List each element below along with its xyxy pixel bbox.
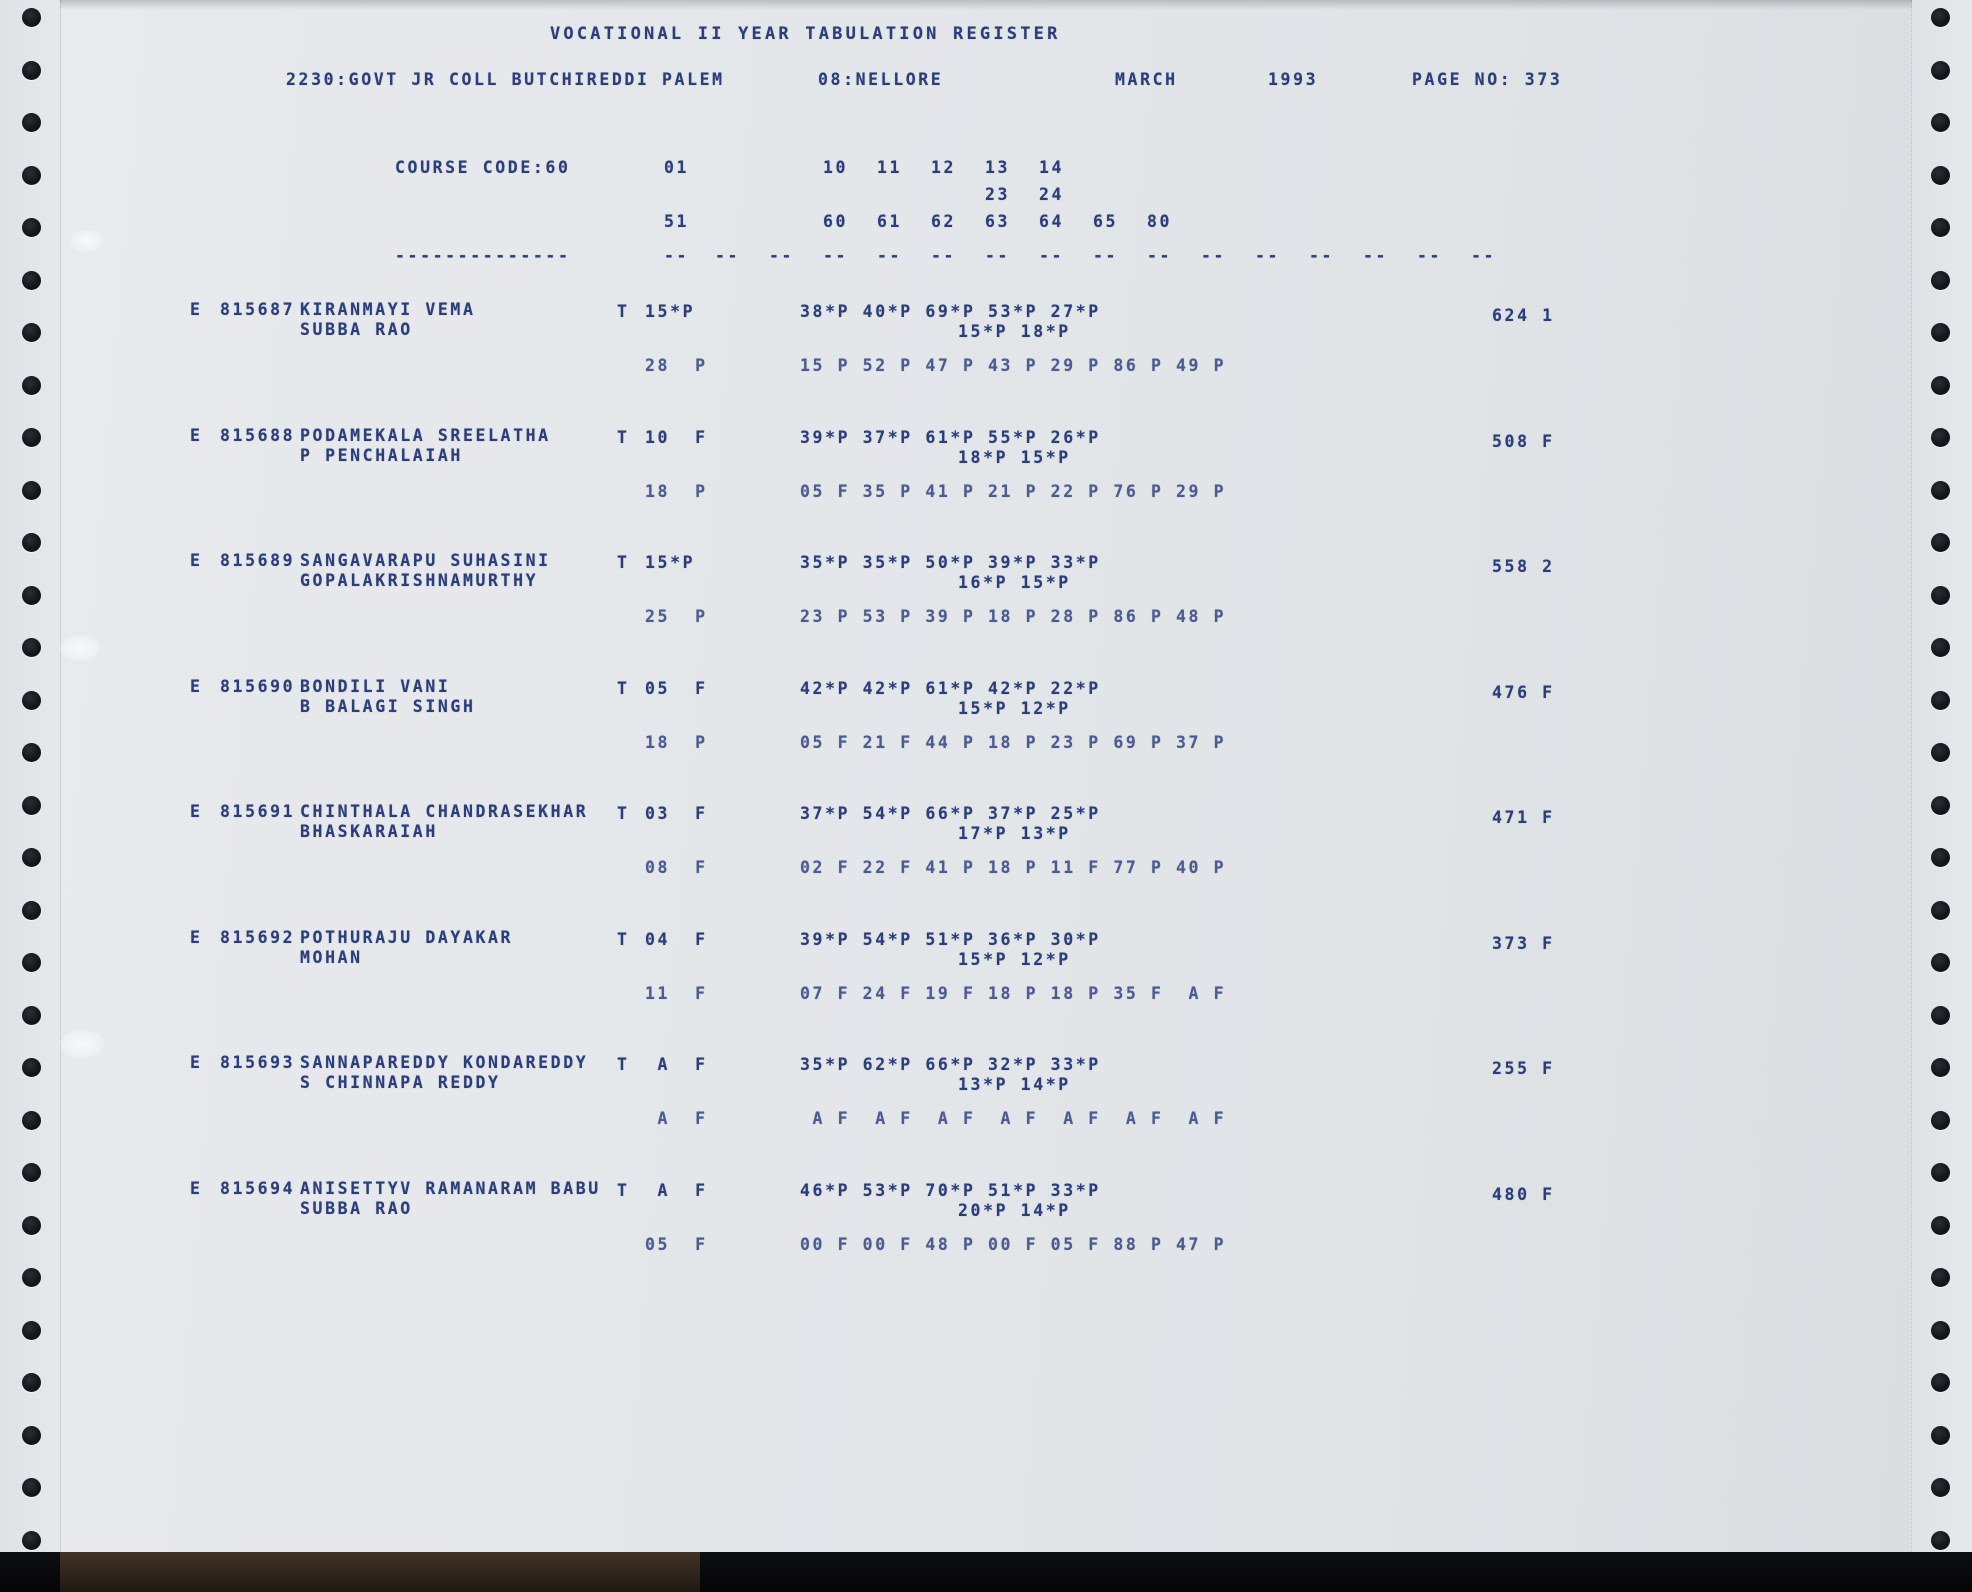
father-name: S CHINNAPA REDDY xyxy=(300,1073,501,1092)
column-dash: -- xyxy=(823,246,849,265)
sprocket-hole xyxy=(22,218,41,237)
sprocket-strip-left xyxy=(0,0,61,1592)
record-code: E xyxy=(190,676,203,696)
theory-mark: 10 F xyxy=(645,427,708,447)
sprocket-hole xyxy=(1931,1006,1950,1025)
theory-flag: T xyxy=(617,929,630,949)
marks-row-primary: 42*P 42*P 61*P 42*P 22*P xyxy=(800,678,1101,698)
theory-mark: 05 F xyxy=(645,678,708,698)
column-dash: -- xyxy=(769,246,795,265)
total-marks: 624 1 xyxy=(1492,306,1555,325)
father-name: MOHAN xyxy=(300,947,363,967)
col-header-10: 10 xyxy=(823,158,849,177)
marks-row-secondary: 16*P 15*P xyxy=(958,573,1071,592)
col-header-60: 60 xyxy=(823,212,849,231)
marks-row-practical: 23 P 53 P 39 P 18 P 28 P 86 P 48 P xyxy=(800,607,1227,626)
practical-mark: A F xyxy=(645,1109,708,1128)
total-marks: 508 F xyxy=(1492,431,1555,451)
col-header-63: 63 xyxy=(985,212,1011,231)
sprocket-hole xyxy=(22,323,41,342)
sprocket-hole xyxy=(22,1426,41,1445)
theory-mark: A F xyxy=(645,1055,708,1074)
marks-row-primary: 39*P 54*P 51*P 36*P 30*P xyxy=(800,929,1101,949)
sprocket-hole xyxy=(22,166,41,185)
theory-flag: T xyxy=(617,302,630,321)
sprocket-hole xyxy=(22,796,41,815)
column-dash: -- xyxy=(1417,246,1443,265)
sprocket-hole xyxy=(1931,1426,1950,1445)
sprocket-hole xyxy=(22,1268,41,1287)
registration-number: 815692 xyxy=(220,927,296,947)
sprocket-hole xyxy=(22,1216,41,1235)
sprocket-hole xyxy=(1931,901,1950,920)
theory-flag: T xyxy=(617,1055,630,1074)
theory-mark: 15*P xyxy=(645,302,696,321)
marks-row-practical: 05 F 21 F 44 P 18 P 23 P 69 P 37 P xyxy=(800,732,1227,752)
column-dash: -- xyxy=(877,246,903,265)
sprocket-hole xyxy=(22,428,41,447)
sprocket-hole xyxy=(1931,953,1950,972)
student-name: PODAMEKALA SREELATHA xyxy=(300,425,551,445)
col-header-24: 24 xyxy=(1039,185,1065,204)
college-name: 2230:GOVT JR COLL BUTCHIREDDI PALEM xyxy=(286,70,725,89)
sprocket-strip-right xyxy=(1911,0,1972,1592)
sprocket-hole xyxy=(1931,376,1950,395)
registration-number: 815694 xyxy=(220,1178,296,1198)
sprocket-hole xyxy=(22,743,41,762)
page-title: VOCATIONAL II YEAR TABULATION REGISTER xyxy=(550,24,1061,44)
column-dash: -- xyxy=(1201,246,1227,265)
record-code: E xyxy=(190,551,203,570)
record-code: E xyxy=(190,802,203,821)
sprocket-hole xyxy=(1931,848,1950,867)
sprocket-hole xyxy=(1931,638,1950,657)
sprocket-hole xyxy=(1931,166,1950,185)
marks-row-primary: 39*P 37*P 61*P 55*P 26*P xyxy=(800,427,1101,447)
sprocket-hole xyxy=(22,1006,41,1025)
practical-mark: 18 P xyxy=(645,732,708,752)
practical-mark: 11 F xyxy=(645,983,708,1003)
student-name: BONDILI VANI xyxy=(300,676,451,696)
sprocket-hole xyxy=(1931,1163,1950,1182)
marks-row-practical: 05 F 35 P 41 P 21 P 22 P 76 P 29 P xyxy=(800,481,1227,501)
sprocket-hole xyxy=(1931,1268,1950,1287)
column-dash: -- xyxy=(1093,246,1119,265)
registration-number: 815690 xyxy=(220,676,296,696)
sprocket-hole xyxy=(1931,533,1950,552)
sprocket-hole xyxy=(1931,1216,1950,1235)
page-number: PAGE NO: 373 xyxy=(1412,70,1563,89)
page-fold-seam xyxy=(60,1552,700,1592)
student-name: POTHURAJU DAYAKAR xyxy=(300,927,514,947)
theory-mark: 04 F xyxy=(645,929,708,949)
col-header-23: 23 xyxy=(985,185,1011,204)
sprocket-hole xyxy=(22,271,41,290)
marks-row-practical: 00 F 00 F 48 P 00 F 05 F 88 P 47 P xyxy=(800,1234,1227,1254)
sprocket-hole xyxy=(22,61,41,80)
record-code: E xyxy=(190,425,203,445)
col-header-65: 65 xyxy=(1093,212,1119,231)
practical-mark: 05 F xyxy=(645,1234,708,1254)
marks-row-practical: A F A F A F A F A F A F A F xyxy=(800,1109,1227,1128)
practical-mark: 28 P xyxy=(645,356,708,375)
sprocket-hole xyxy=(22,1163,41,1182)
sprocket-hole xyxy=(22,1531,41,1550)
record-code: E xyxy=(190,300,203,319)
father-name: GOPALAKRISHNAMURTHY xyxy=(300,571,539,590)
marks-row-secondary: 15*P 12*P xyxy=(958,949,1071,969)
marks-row-primary: 35*P 35*P 50*P 39*P 33*P xyxy=(800,553,1101,572)
student-name: ANISETTYV RAMANARAM BABU xyxy=(300,1178,601,1198)
page-bottom-edge xyxy=(0,1552,1972,1592)
marks-row-primary: 46*P 53*P 70*P 51*P 33*P xyxy=(800,1180,1101,1200)
col-header-51: 51 xyxy=(664,212,690,231)
sprocket-hole xyxy=(22,1478,41,1497)
col-header-64: 64 xyxy=(1039,212,1065,231)
column-dash: -- xyxy=(715,246,741,265)
sprocket-hole xyxy=(22,953,41,972)
column-dash: -- xyxy=(1147,246,1173,265)
marks-row-secondary: 17*P 13*P xyxy=(958,824,1071,843)
col-header-11: 11 xyxy=(877,158,903,177)
theory-flag: T xyxy=(617,427,630,447)
registration-number: 815691 xyxy=(220,802,296,821)
sprocket-hole xyxy=(1931,586,1950,605)
exam-year: 1993 xyxy=(1268,70,1319,89)
total-marks: 476 F xyxy=(1492,682,1555,702)
theory-flag: T xyxy=(617,553,630,572)
sprocket-hole xyxy=(1931,481,1950,500)
theory-flag: T xyxy=(617,1180,630,1200)
sprocket-hole xyxy=(22,8,41,27)
printed-sheet xyxy=(60,0,1912,1552)
sprocket-hole xyxy=(1931,1373,1950,1392)
marks-row-primary: 38*P 40*P 69*P 53*P 27*P xyxy=(800,302,1101,321)
sprocket-hole xyxy=(22,901,41,920)
exam-month: MARCH xyxy=(1115,70,1178,89)
theory-flag: T xyxy=(617,678,630,698)
col-header-62: 62 xyxy=(931,212,957,231)
sprocket-hole xyxy=(22,586,41,605)
sprocket-hole xyxy=(1931,743,1950,762)
column-dash: -- xyxy=(1363,246,1389,265)
district-name: 08:NELLORE xyxy=(818,70,944,89)
record-code: E xyxy=(190,1053,203,1072)
col-header-14: 14 xyxy=(1039,158,1065,177)
registration-number: 815688 xyxy=(220,425,296,445)
marks-row-primary: 35*P 62*P 66*P 32*P 33*P xyxy=(800,1055,1101,1074)
sprocket-hole xyxy=(1931,796,1950,815)
sprocket-hole xyxy=(1931,1531,1950,1550)
col-header-61: 61 xyxy=(877,212,903,231)
total-marks: 255 F xyxy=(1492,1059,1555,1078)
column-dash: -- xyxy=(1471,246,1497,265)
father-name: B BALAGI SINGH xyxy=(300,696,476,716)
sprocket-hole xyxy=(22,1373,41,1392)
sprocket-hole xyxy=(1931,1111,1950,1130)
marks-row-practical: 07 F 24 F 19 F 18 P 18 P 35 F A F xyxy=(800,983,1227,1003)
separator-line: -------------- xyxy=(395,246,571,265)
sprocket-hole xyxy=(22,533,41,552)
marks-row-secondary: 13*P 14*P xyxy=(958,1075,1071,1094)
col-header-01: 01 xyxy=(664,158,690,177)
paper-smudge xyxy=(60,635,100,661)
marks-row-secondary: 15*P 18*P xyxy=(958,322,1071,341)
sprocket-hole xyxy=(1931,113,1950,132)
sprocket-hole xyxy=(22,113,41,132)
father-name: BHASKARAIAH xyxy=(300,822,438,841)
sprocket-hole xyxy=(1931,8,1950,27)
registration-number: 815687 xyxy=(220,300,296,319)
registration-number: 815689 xyxy=(220,551,296,570)
column-dash: -- xyxy=(931,246,957,265)
practical-mark: 08 F xyxy=(645,858,708,877)
marks-row-secondary: 20*P 14*P xyxy=(958,1200,1071,1220)
father-name: SUBBA RAO xyxy=(300,320,413,339)
father-name: SUBBA RAO xyxy=(300,1198,413,1218)
col-header-12: 12 xyxy=(931,158,957,177)
total-marks: 373 F xyxy=(1492,933,1555,953)
sprocket-hole xyxy=(22,1111,41,1130)
theory-mark: A F xyxy=(645,1180,708,1200)
sprocket-hole xyxy=(22,848,41,867)
registration-number: 815693 xyxy=(220,1053,296,1072)
marks-row-practical: 02 F 22 F 41 P 18 P 11 F 77 P 40 P xyxy=(800,858,1227,877)
column-dash: -- xyxy=(1309,246,1335,265)
theory-flag: T xyxy=(617,804,630,823)
sprocket-hole xyxy=(22,691,41,710)
column-dash: -- xyxy=(664,246,690,265)
column-dash: -- xyxy=(1255,246,1281,265)
practical-mark: 25 P xyxy=(645,607,708,626)
marks-row-primary: 37*P 54*P 66*P 37*P 25*P xyxy=(800,804,1101,823)
theory-mark: 15*P xyxy=(645,553,696,572)
student-name: CHINTHALA CHANDRASEKHAR xyxy=(300,802,589,821)
sprocket-hole xyxy=(1931,323,1950,342)
sprocket-hole xyxy=(22,481,41,500)
total-marks: 480 F xyxy=(1492,1184,1555,1204)
sprocket-hole xyxy=(22,638,41,657)
course-code: COURSE CODE:60 xyxy=(395,158,571,177)
sprocket-hole xyxy=(1931,428,1950,447)
sprocket-hole xyxy=(1931,1058,1950,1077)
sprocket-hole xyxy=(1931,271,1950,290)
sprocket-hole xyxy=(22,1321,41,1340)
theory-mark: 03 F xyxy=(645,804,708,823)
total-marks: 471 F xyxy=(1492,808,1555,827)
sprocket-hole xyxy=(22,1058,41,1077)
col-header-13: 13 xyxy=(985,158,1011,177)
sprocket-hole xyxy=(1931,61,1950,80)
student-name: SANNAPAREDDY KONDAREDDY xyxy=(300,1053,589,1072)
marks-row-practical: 15 P 52 P 47 P 43 P 29 P 86 P 49 P xyxy=(800,356,1227,375)
sprocket-hole xyxy=(22,376,41,395)
paper-smudge xyxy=(60,1030,104,1058)
sprocket-hole xyxy=(1931,1321,1950,1340)
paper-smudge xyxy=(70,230,104,252)
sprocket-hole xyxy=(1931,218,1950,237)
col-header-80: 80 xyxy=(1147,212,1173,231)
total-marks: 558 2 xyxy=(1492,557,1555,576)
sprocket-hole xyxy=(1931,691,1950,710)
column-dash: -- xyxy=(985,246,1011,265)
sprocket-hole xyxy=(1931,1478,1950,1497)
student-name: SANGAVARAPU SUHASINI xyxy=(300,551,551,570)
record-code: E xyxy=(190,1178,203,1198)
column-dash: -- xyxy=(1039,246,1065,265)
practical-mark: 18 P xyxy=(645,481,708,501)
marks-row-secondary: 18*P 15*P xyxy=(958,447,1071,467)
father-name: P PENCHALAIAH xyxy=(300,445,463,465)
marks-row-secondary: 15*P 12*P xyxy=(958,698,1071,718)
record-code: E xyxy=(190,927,203,947)
student-name: KIRANMAYI VEMA xyxy=(300,300,476,319)
